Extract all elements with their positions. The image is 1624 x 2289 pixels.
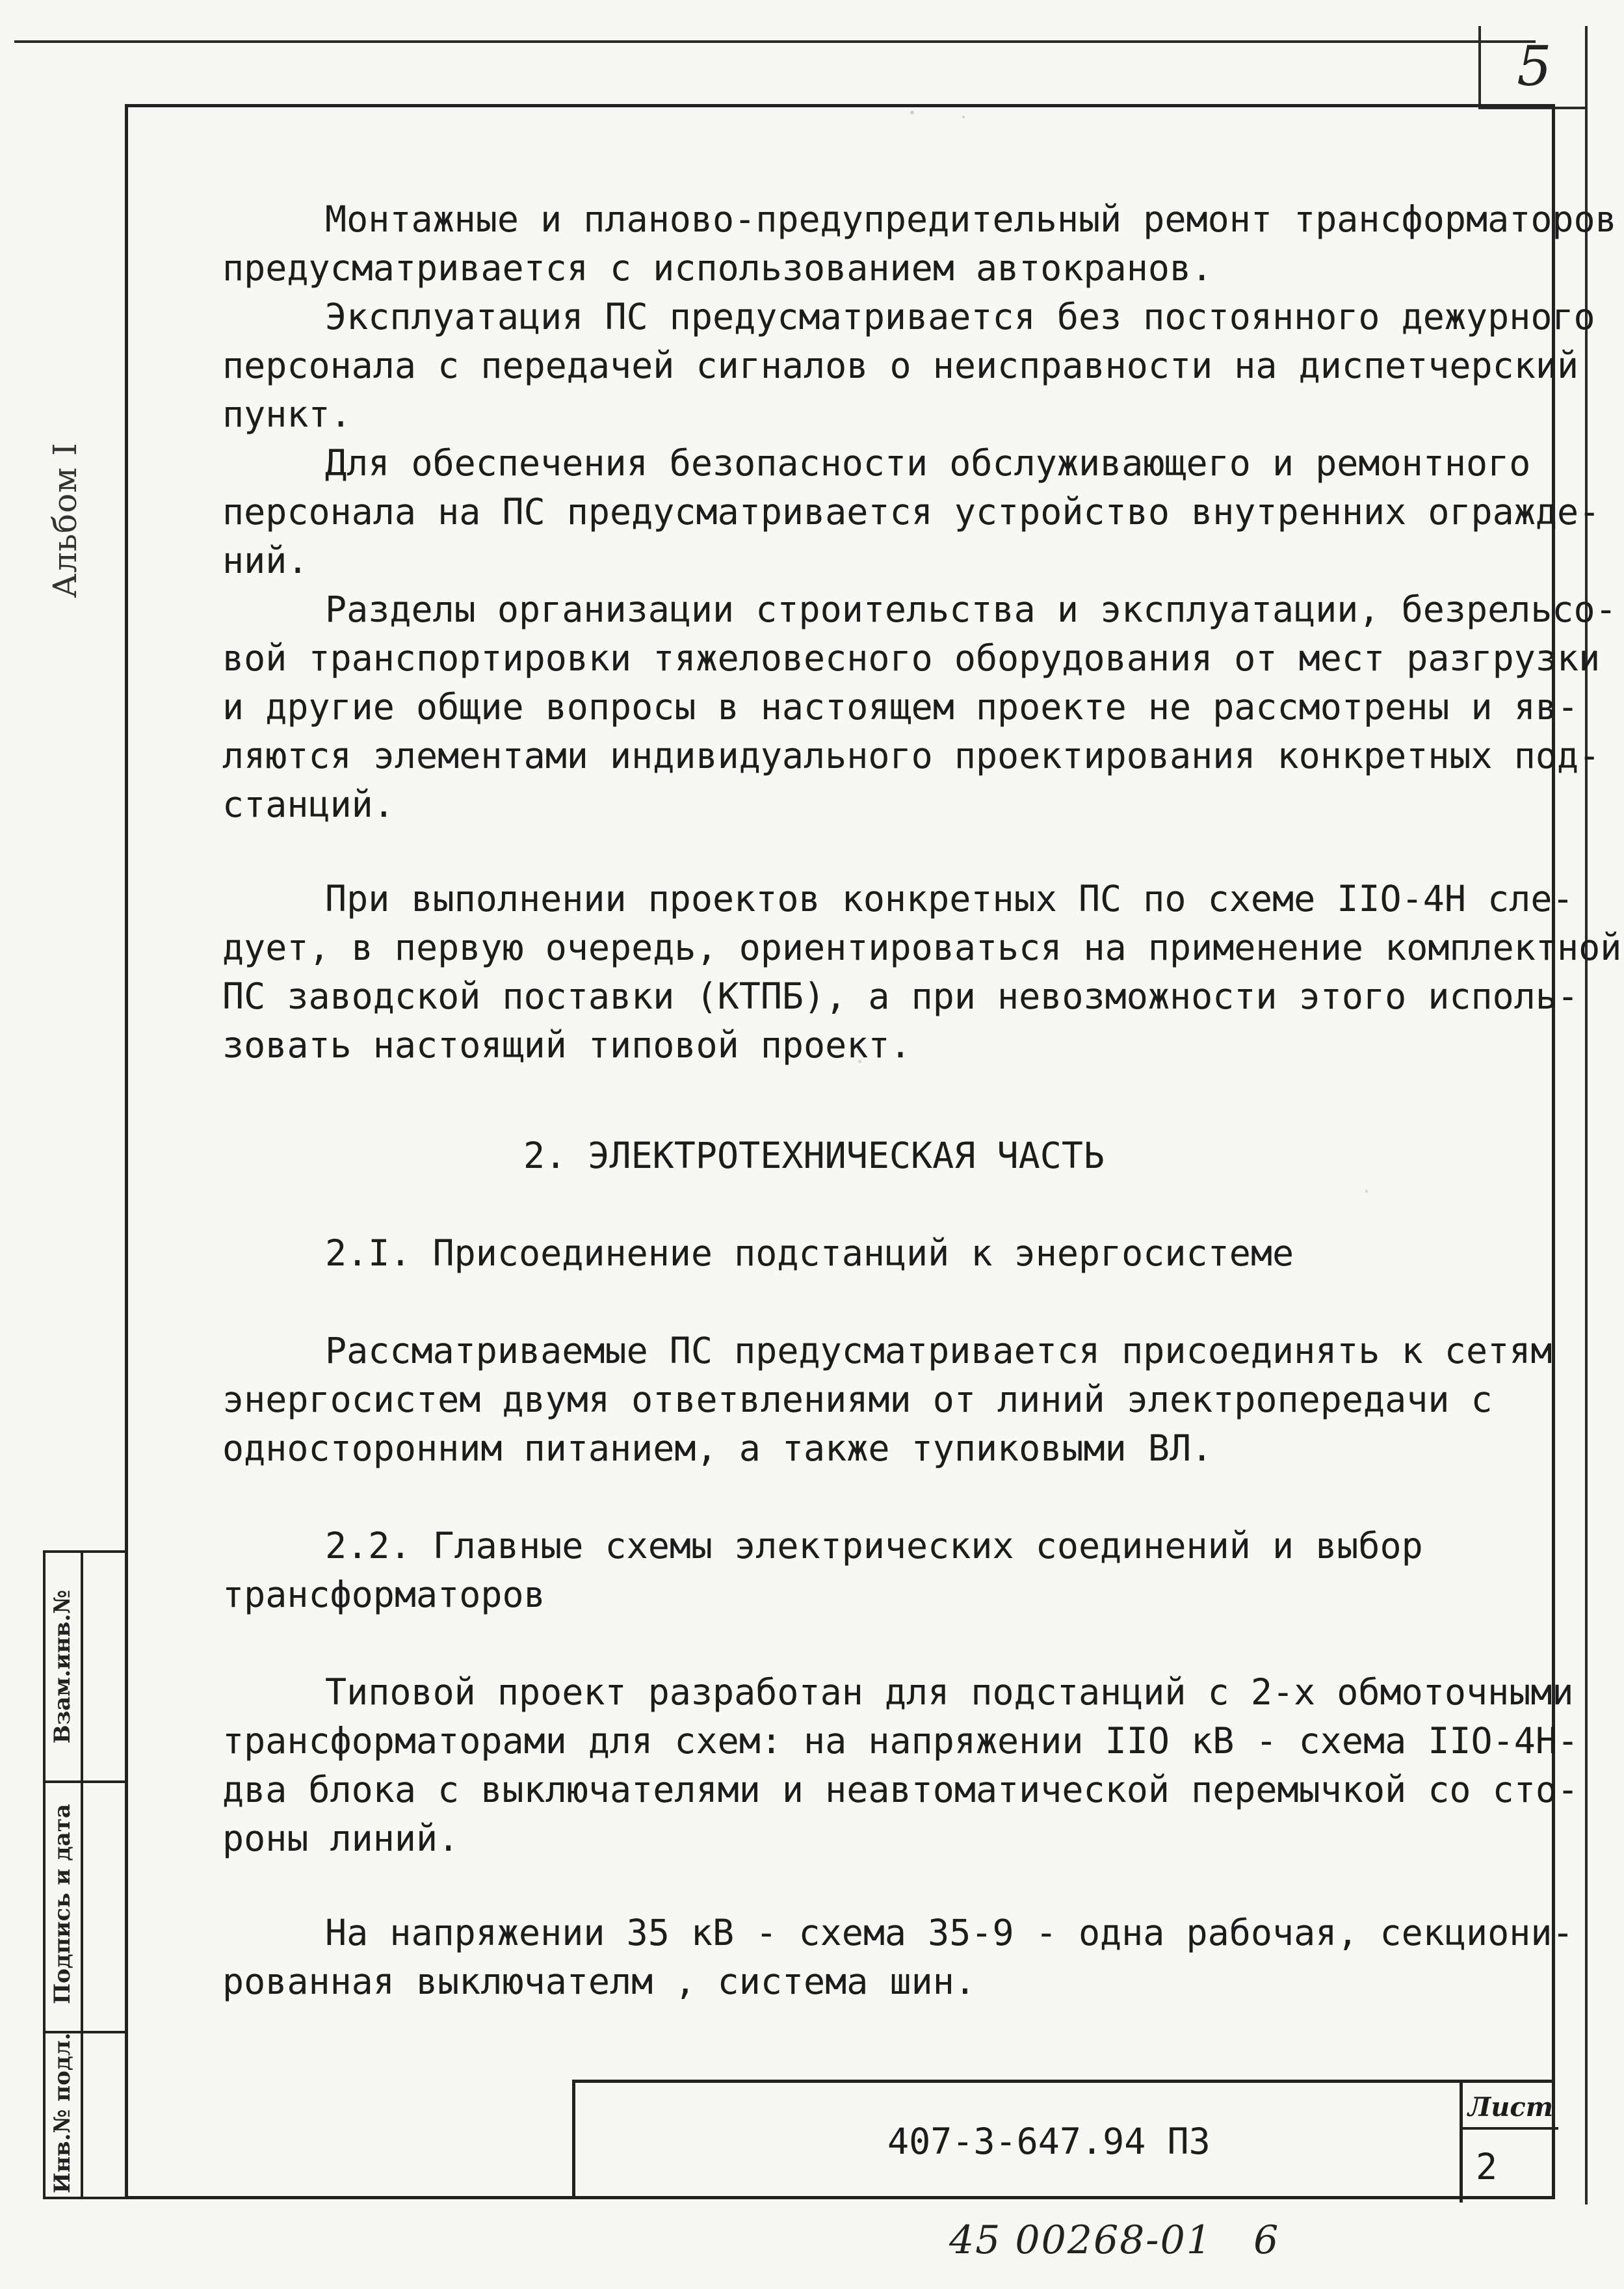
scan-speck [1365, 1190, 1368, 1193]
text-line: При выполнении проектов конкретных ПС по схеме IIO-4Н сле- [325, 878, 1574, 920]
top-border-line [14, 40, 1536, 43]
text-line: Типовой проект разработан для подстанций с 2-х обмоточными [325, 1671, 1574, 1713]
text-line: персонала на ПС предусматривается устройство внутренних огражде- [222, 491, 1601, 533]
subsection-heading: 2.I. Присоединение подстанций к энергосистеме [325, 1232, 1294, 1274]
album-label: Альбом I [46, 442, 84, 598]
text-line: Эксплуатация ПС предусматривается без постоянного дежурного [325, 296, 1595, 337]
text-line: На напряжении 35 кВ - схема 35-9 - одна рабочая, секциони- [325, 1912, 1574, 1953]
text-line: вой транспортировки тяжеловесного оборудования от мест разгрузки [222, 637, 1601, 679]
sheet-label: Лист [1463, 2089, 1558, 2130]
right-border-line [1585, 26, 1588, 2204]
subsection-heading: трансформаторов [222, 1574, 545, 1615]
subsection-heading: 2.2. Главные схемы электрических соединений и выбор [325, 1525, 1423, 1567]
text-line: ПС заводской поставки (КТПБ), а при невозможности этого исполь- [222, 975, 1579, 1017]
text-line: дует, в первую очередь, ориентироваться на применение комплектной [222, 927, 1622, 968]
text-line: Разделы организации строительства и эксплуатации, безрельсо- [325, 589, 1617, 630]
stamp-podpis-data: Подпись и дата [49, 1804, 75, 2005]
text-line: два блока с выключателями и неавтоматической перемычкой со сто- [222, 1769, 1579, 1810]
text-line: и другие общие вопросы в настоящем проекте не рассмотрены и яв- [222, 686, 1579, 728]
text-line: предусматривается с использованием автокранов. [222, 247, 1213, 289]
stamp-divider [81, 1553, 83, 2197]
text-line: зовать настоящий типовой проект. [222, 1024, 911, 1066]
text-line: роны линий. [222, 1818, 460, 1859]
text-line: односторонним питанием, а также тупиковыми ВЛ. [222, 1427, 1213, 1469]
scan-speck [962, 116, 965, 118]
text-line: станций. [222, 784, 395, 825]
stamp-vzam-inv: Взам.инв.№ [49, 1589, 75, 1744]
text-line: персонала с передачей сигналов о неисправности на диспетчерский [222, 345, 1579, 386]
text-line: Монтажные и планово-предупредительный ремонт трансформаторов [325, 198, 1617, 240]
sheet-number: 2 [1476, 2146, 1498, 2188]
page-number: 5 [1478, 26, 1588, 109]
title-block [572, 2080, 1555, 2199]
text-line: энергосистем двумя ответвлениями от линий электропередачи с [222, 1379, 1493, 1420]
scan-speck [910, 111, 914, 114]
stamp-inv-podl: Инв.№ подл. [49, 2032, 75, 2193]
text-line: Рассматриваемые ПС предусматривается присоединять к сетям [325, 1330, 1552, 1371]
sheet-column [1460, 2083, 1558, 2203]
stamp-divider [46, 1780, 126, 1783]
text-line: ляются элементами индивидуального проектирования конкретных под- [222, 735, 1601, 776]
section-heading: 2. ЭЛЕКТРОТЕХНИЧЕСКАЯ ЧАСТЬ [523, 1135, 1105, 1176]
scan-speck [858, 1060, 861, 1063]
text-line: Для обеспечения безопасности обслуживающего и ремонтного [325, 442, 1531, 484]
handwritten-note: 45 00268-01 6 [949, 2217, 1280, 2263]
text-line: трансформаторами для схем: на напряжении IIO кВ - схема IIO-4Н- [222, 1720, 1579, 1762]
text-line: ний. [222, 540, 309, 581]
text-line: пункт. [222, 393, 352, 435]
left-stamp [43, 1550, 126, 2199]
text-line: рованная выключателм , система шин. [222, 1961, 976, 2002]
document-code: 407-3-647.94 ПЗ [887, 2121, 1211, 2162]
